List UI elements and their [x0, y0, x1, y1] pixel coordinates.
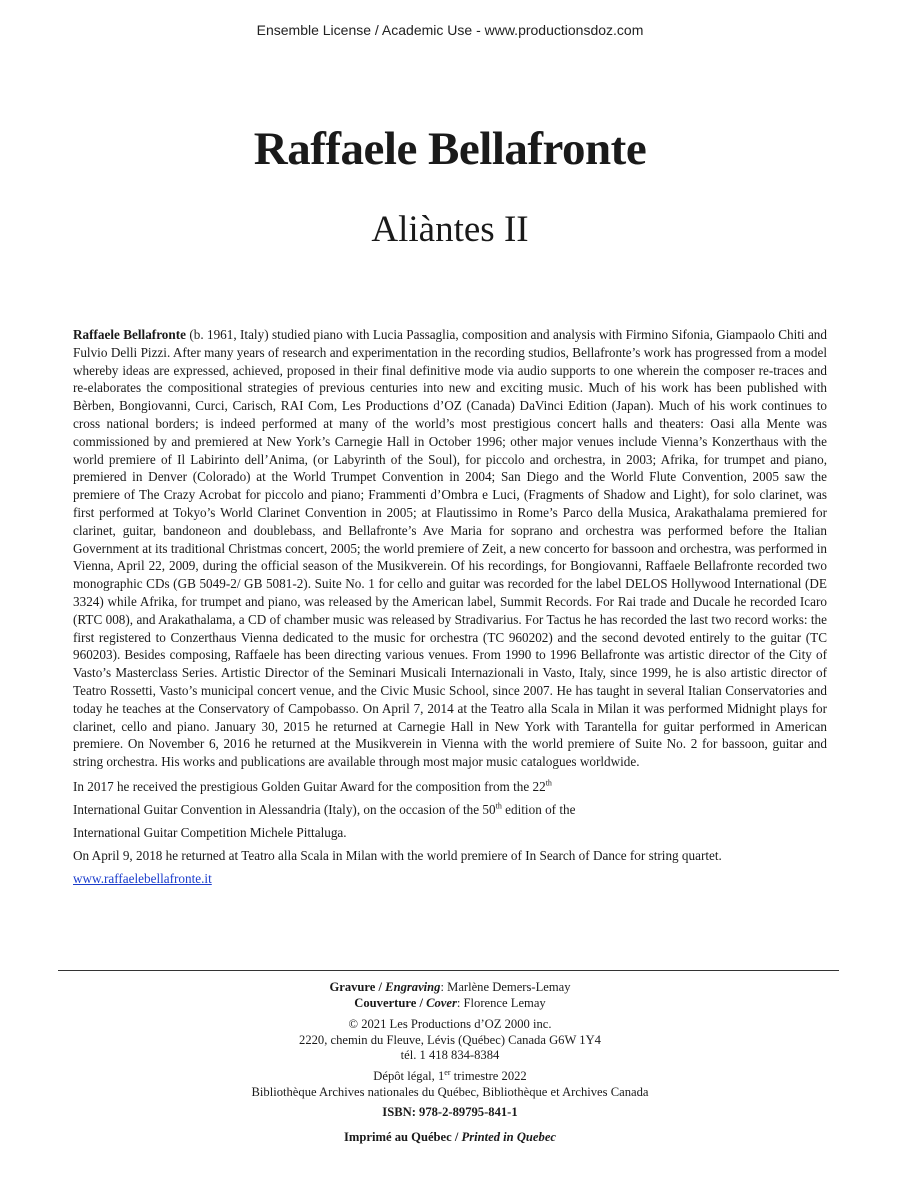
engraving-credit [0, 980, 900, 996]
cover-label-fr: Couverture / [354, 995, 427, 1010]
license-header: Ensemble License / Academic Use - www.productionsdoz.com [256, 22, 644, 38]
isbn-text: ISBN: 978-2-89795-841-1 [382, 1105, 518, 1120]
website-line [73, 867, 827, 890]
website-link[interactable]: www.raffaelebellafronte.it [73, 870, 212, 886]
divider [58, 970, 839, 971]
deposit-post: trimestre 2022 [450, 1068, 527, 1083]
deposit-pre: Dépôt légal, 1 [373, 1068, 445, 1083]
deposit-sup: er [444, 1067, 451, 1077]
bio-name: Raffaele Bellafronte [73, 327, 186, 342]
engraving-label-fr: Gravure / [329, 980, 386, 994]
work-title: Aliàntes II [371, 209, 529, 250]
scala-line: On April 9, 2018 he returned at Teatro alla Scala in Milan with the world premiere of In Search of Dance for string quartet. [73, 847, 722, 863]
printed-in [0, 1130, 900, 1146]
copyright: © 2021 Les Productions d’OZ 2000 inc. [348, 1017, 552, 1032]
award-line-1 [73, 775, 827, 798]
printed-en: Printed in Quebec [461, 1129, 556, 1144]
award-line-2 [73, 798, 827, 821]
award-line-1-text: In 2017 he received the prestigious Golden Guitar Award for the composition from the 22 [73, 778, 546, 794]
award-line-2-sup: th [495, 801, 502, 811]
bio-paragraph [73, 326, 827, 771]
engraving-value: : Marlène Demers-Lemay [440, 980, 571, 994]
composer-name: Raffaele Bellafronte [253, 123, 647, 175]
engraving-label-en: Engraving [385, 980, 441, 994]
award-line-1-sup: th [545, 778, 552, 788]
award-line-2-text: International Guitar Convention in Alessandria (Italy), on the occasion of the 50 [73, 801, 496, 817]
publisher-address: 2220, chemin du Fleuve, Lévis (Québec) Canada G6W 1Y4 [299, 1032, 601, 1047]
isbn [0, 1105, 900, 1121]
printed-fr: Imprimé au Québec / [344, 1129, 462, 1144]
biography [73, 326, 827, 890]
legal-deposit [0, 1069, 900, 1085]
cover-credit [0, 996, 900, 1012]
cover-label-en: Cover [426, 995, 457, 1010]
award-line-2-post: edition of the [501, 801, 576, 817]
bio-text: (b. 1961, Italy) studied piano with Lucia Passaglia, composition and analysis with Firmino Sifonia, Giampaolo Chiti and Fulvio Delli Pizzi. After many years of research and experimentation in the recording studios, Bellafronte’s work has progressed from a model whereby ideas are expressed, achieved, proposed in their final definitive mode via audio supports to one wherein the composer re-traces and re-elaborates the compositional strategies of previous centuries into new and exciting music. Much of his work has been published with Bèrben, Bongiovanni, Curci, Carisch, RAI Com, Les Productions d’OZ (Canada) DaVinci Edition (Japan). Much of his work continues to cross national borders; is indeed performed at many of the world’s most prestigious concert halls and theaters: Oasi alla Mente was commissioned by and premiered at New York’s Carnegie Hall in October 1996; other major venues include Vienna’s Konzerthaus with the world premiere of Il Labirinto dell’Anima, (or Labyrinth of the Soul), for piccolo and orchestra, in 2003; Afrika, for trumpet and piano, premiered in Denver (Colorado) at the World Trumpet Convention in 2004; San Diego and the World Flute Convention, 2005 saw the premiere of The Crazy Acrobat for piccolo and piano; Frammenti d’Ombra e Luci, (Fragments of Shadow and Light), for solo clarinet, was first performed at Tokyo’s World Clarinet Convention in 2005; at Flautissimo in Rome’s Parco della Musica, Arakathalama premiered for clarinet, guitar, bandoneon and doublebass, and Bellafronte’s Ave Maria for soprano and orchestra was performed before the Italian Government at its traditional Christmas concert, 2005; the world premiere of Zeit, a new concerto for bassoon and orchestra, was performed in Vienna, April 22, 2009, during the official season of the Musikverein. Of his recordings, for Bongiovanni, Raffaele Bellafronte recorded two monographic CDs (GB 5049-2/ GB 5081-2). Suite No. 1 for cello and guitar was recorded for the label DELOS Hollywood International (DE 3324) while Afrika, for trumpet and piano, was released by the American label, Summit Records. For Rai trade and Ducale he recorded Icaro (RTC 008), and Arakathalama, a CD of chamber music was released by Stradivarius. For Tactus he has recorded the last two record works: the first registered to Conzerthaus Vienna dedicated to the music for orchestra (TC 960202) and the second devoted entirely to the guitar (TC 960203). Besides composing, Raffaele has been directing various venues. From 1990 to 1996 Bellafronte was artistic director of the City of Vasto’s Masterclass Series. Artistic Director of the Seminari Musicali Internazionali in Vasto, Italy, since 1999, he is also artistic director of Teatro Rossetti, Vasto’s municipal concert venue, and the Civic Music School, since 2007. He has taught in several Italian Conservatories and today he teaches at the Conservatory of Campobasso. On April 7, 2014 at the Teatro alla Scala in Milan it was performed Midnight plays for clarinet, cello and piano. January 30, 2015 he returned at Carnegie Hall in New York with Tarantella for guitar performed in American premiere. On November 6, 2016 he returned at the Musikverein in Vienna with the world premiere of Suite No. 2 for bassoon, guitar and string orchestra. His works and publications are available through most major music catalogues worldwide. [73, 327, 827, 770]
libraries: Bibliothèque Archives nationales du Québec, Bibliothèque et Archives Canada [251, 1084, 649, 1099]
credits [0, 980, 900, 1145]
award-line-3: International Guitar Competition Michele Pittaluga. [73, 824, 347, 840]
cover-value: : Florence Lemay [456, 995, 546, 1010]
publisher-phone: tél. 1 418 834-8384 [400, 1048, 500, 1063]
